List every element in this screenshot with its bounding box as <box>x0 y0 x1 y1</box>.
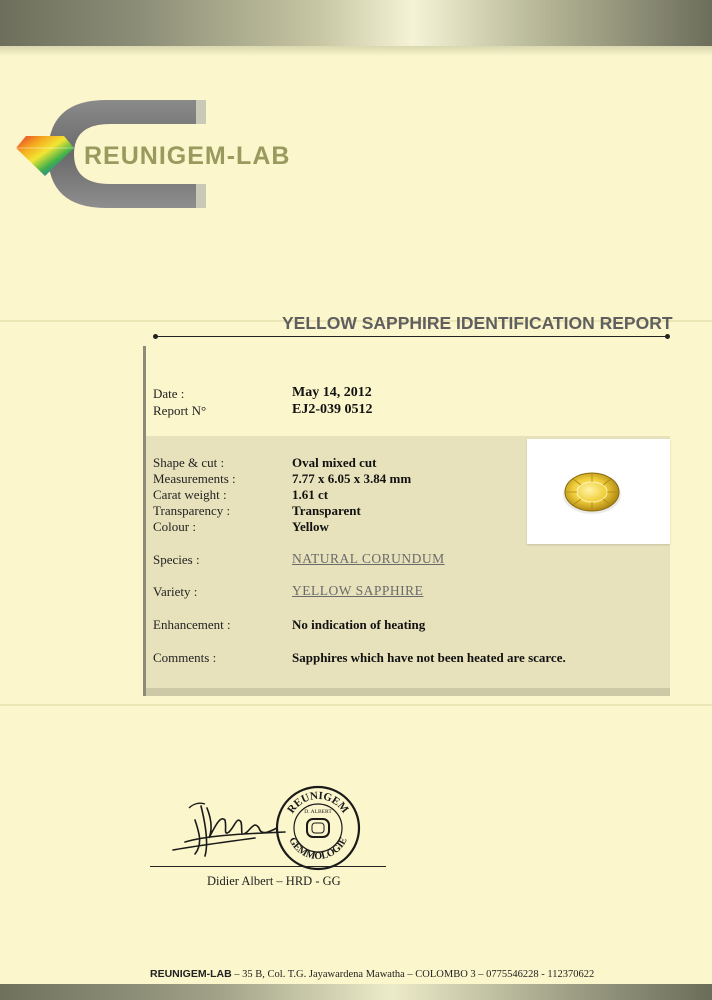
signature-rule <box>150 866 386 867</box>
gemstone-photo <box>527 439 670 544</box>
report-card-top <box>146 346 670 436</box>
footer-address-line <box>150 968 594 980</box>
seal-stamp-icon <box>275 785 361 871</box>
variety-label: Variety : <box>153 584 198 599</box>
report-title: YELLOW SAPPHIRE IDENTIFICATION REPORT <box>282 313 673 333</box>
lab-logo <box>16 98 296 213</box>
measurements-value: 7.77 x 6.05 x 3.84 mm <box>292 471 412 486</box>
report-card-bottom-edge <box>146 688 670 696</box>
measurements-label: Measurements : <box>153 471 236 486</box>
transparency-label: Transparency : <box>153 503 231 518</box>
species-value: NATURAL CORUNDUM <box>292 551 445 566</box>
colour-label: Colour : <box>153 519 196 534</box>
colour-value: Yellow <box>292 519 329 534</box>
footer-address: – 35 B, Col. T.G. Jayawardena Mawatha – COLOMBO 3 – 0775546228 - 112370622 <box>231 969 595 980</box>
title-rule <box>155 336 668 337</box>
shape-cut-label: Shape & cut : <box>153 455 225 470</box>
report-number-label: Report N° <box>153 403 207 418</box>
footer-brand: REUNIGEM-LAB <box>150 968 232 980</box>
lab-name: REUNIGEM-LAB <box>84 142 291 170</box>
seal-top-text: REUNIGEM <box>285 789 351 816</box>
comments-value: Sapphires which have not been heated are scarce. <box>292 650 566 665</box>
report-number-value: EJ2-039 0512 <box>292 402 373 417</box>
shape-cut-value: Oval mixed cut <box>292 455 377 470</box>
carat-weight-label: Carat weight : <box>153 487 227 502</box>
svg-text:GEMMOLOGIE <box>286 835 350 862</box>
enhancement-label: Enhancement : <box>153 617 231 632</box>
comments-label: Comments : <box>153 650 217 665</box>
fold-line <box>0 704 712 706</box>
signatory-name: Didier Albert – HRD - GG <box>207 874 341 888</box>
top-border-band <box>0 0 712 56</box>
seal-bottom-text: GEMMOLOGIE <box>286 835 350 863</box>
yellow-sapphire-gem-icon <box>563 471 621 515</box>
rule-end-dot <box>665 334 670 339</box>
variety-value: YELLOW SAPPHIRE <box>292 583 424 598</box>
carat-weight-value: 1.61 ct <box>292 487 329 502</box>
date-label: Date : <box>153 386 185 401</box>
enhancement-value: No indication of heating <box>292 617 426 632</box>
date-value: May 14, 2012 <box>292 385 372 400</box>
report-card-left-border <box>143 346 146 696</box>
rule-end-dot <box>153 334 158 339</box>
bottom-border-band <box>0 984 712 1000</box>
species-label: Species : <box>153 552 200 567</box>
seal-inner-text: D. ALBERT <box>304 809 332 815</box>
transparency-value: Transparent <box>292 503 361 518</box>
rainbow-diamond-icon <box>16 136 74 176</box>
